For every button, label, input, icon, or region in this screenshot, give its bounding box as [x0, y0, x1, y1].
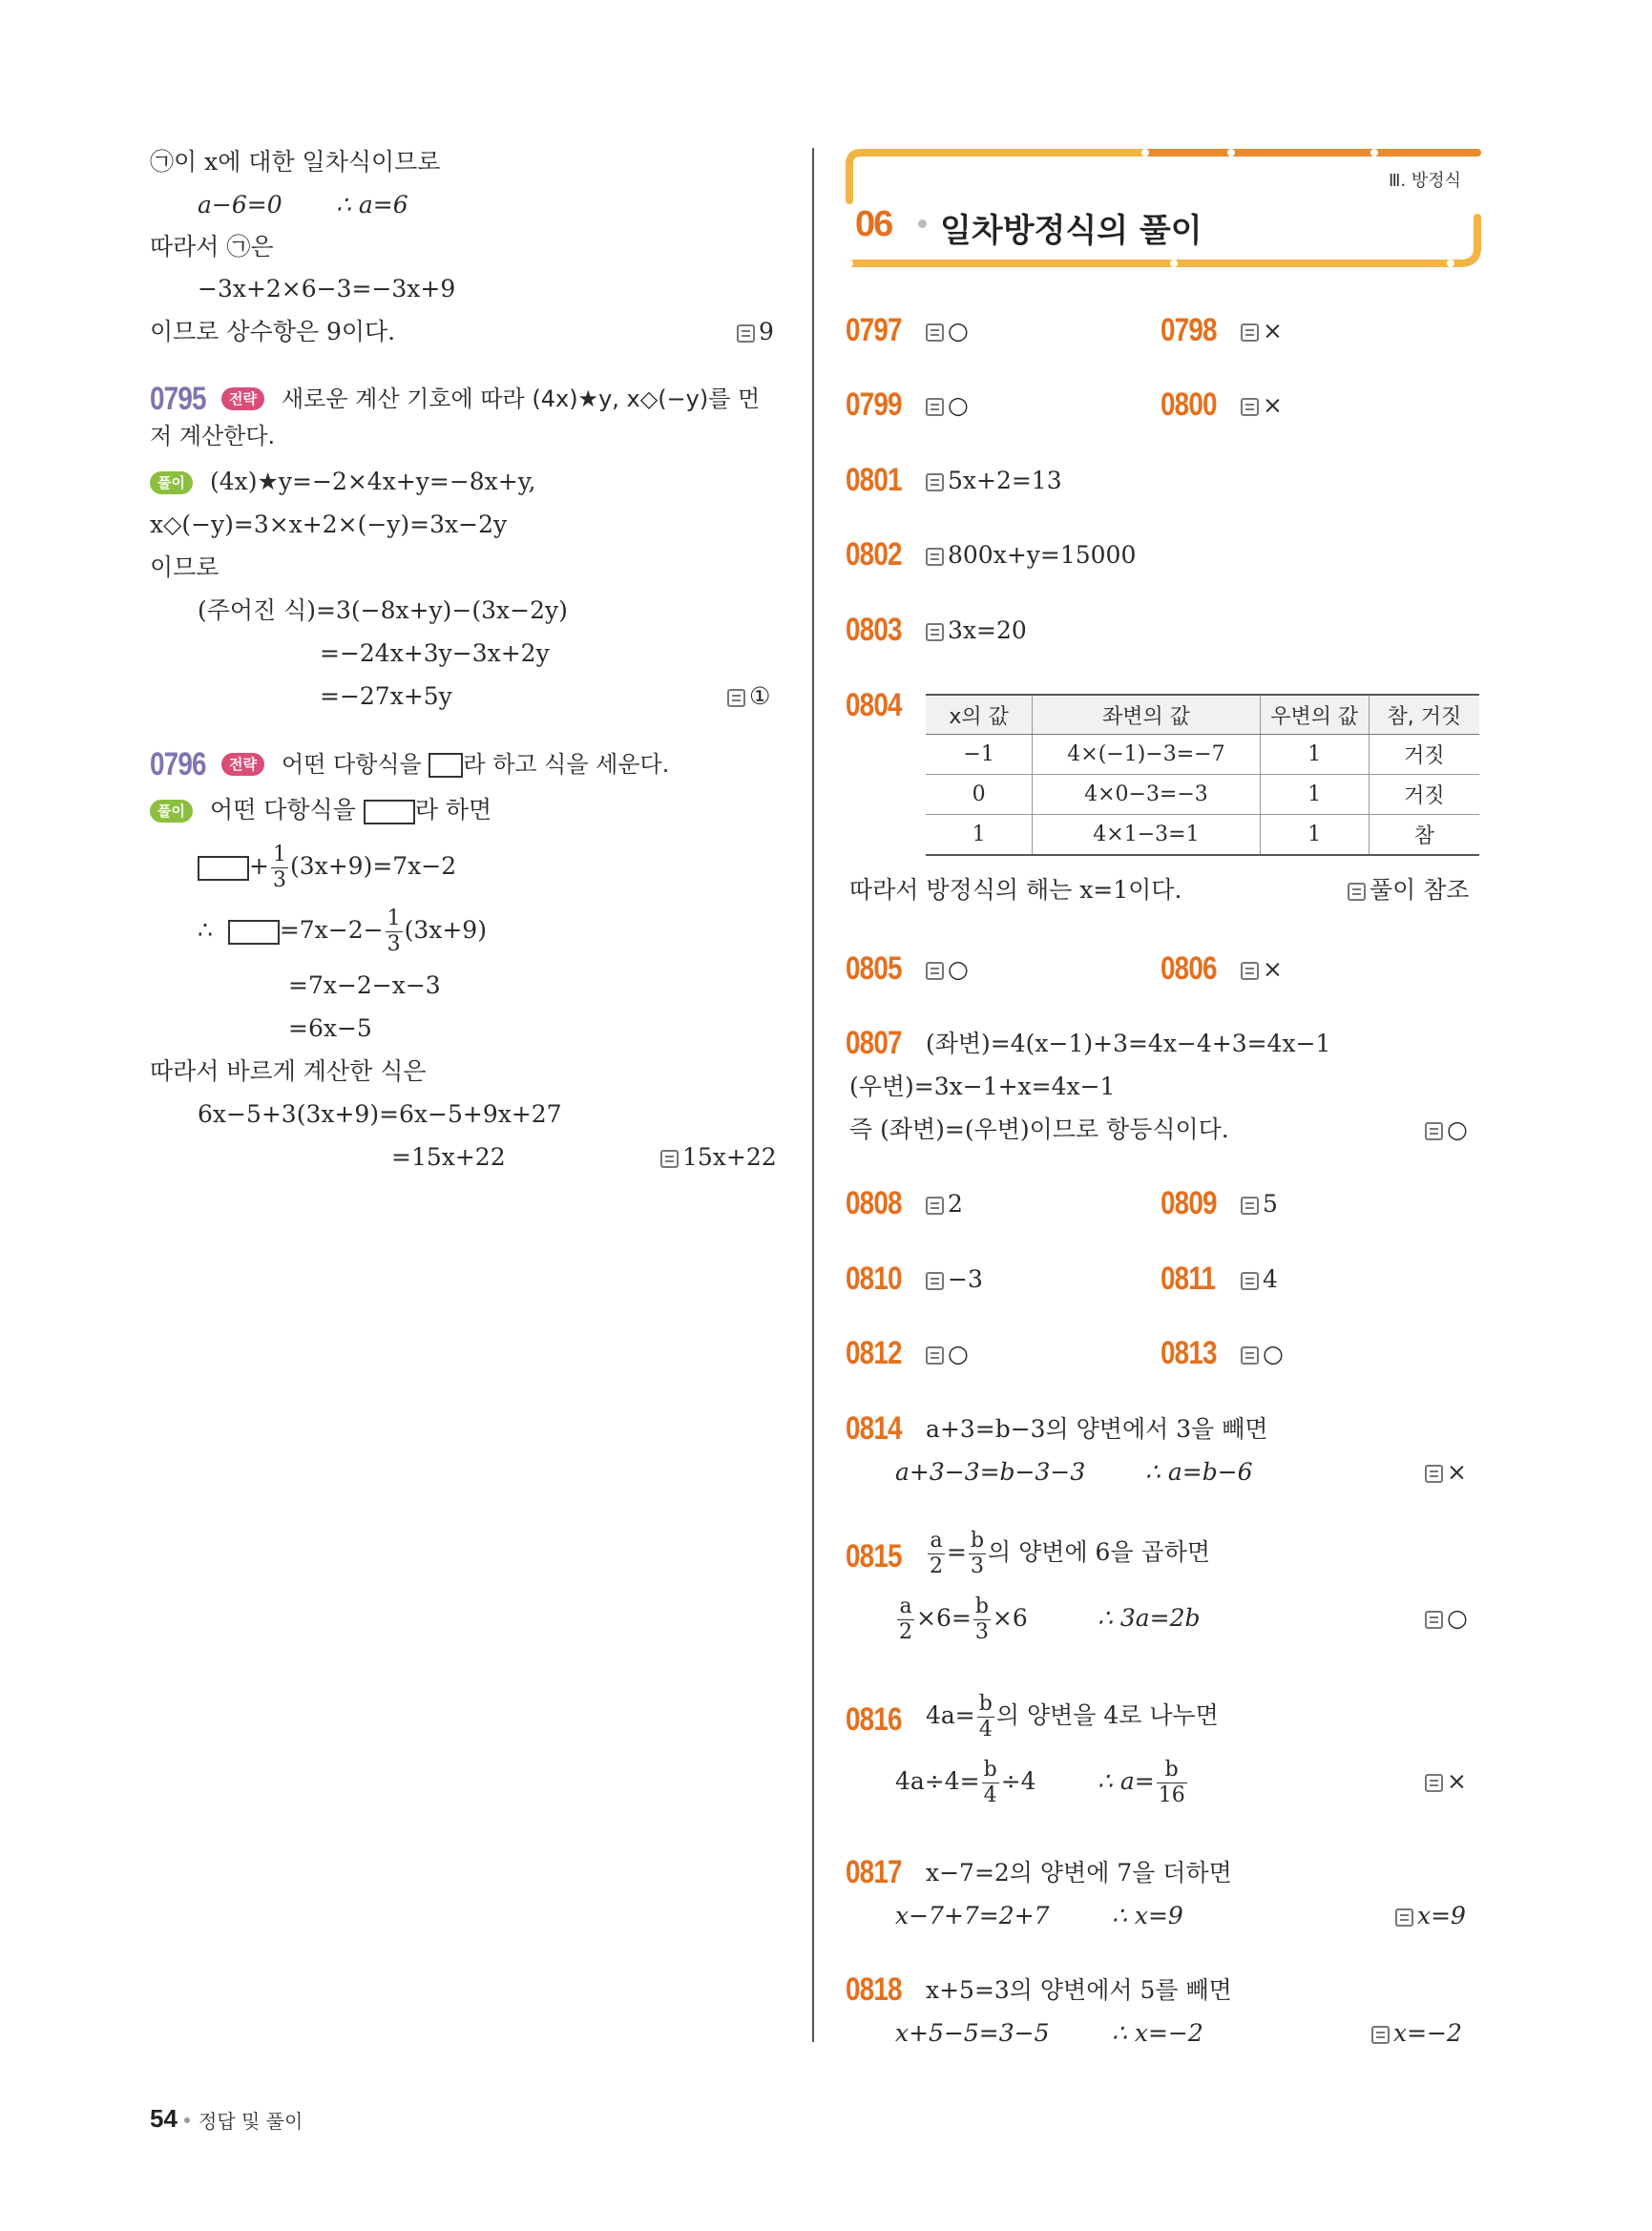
answer-icon	[1371, 2026, 1390, 2044]
problem-number: 0810	[846, 1261, 902, 1297]
answer: ○	[926, 317, 969, 345]
equation: 4a= $\frac{b}{4}$ 의 양변을 4로 나누면	[926, 1692, 1219, 1741]
table-cell: 4×0−3=−3	[1033, 775, 1260, 815]
problem-number: 0798	[1161, 312, 1217, 348]
table-cell: 1	[926, 815, 1033, 856]
problem-number: 0815	[846, 1538, 902, 1574]
problem-number: 0816	[846, 1701, 902, 1738]
solution-badge: 풀이	[150, 471, 193, 494]
table-row	[926, 735, 1479, 775]
equation: 6x−5+3(3x+9)=6x−5+9x+27	[198, 1100, 562, 1128]
problem-number: 0817	[846, 1854, 902, 1890]
strategy-text: 저 계산한다.	[150, 423, 276, 449]
equation: ∴ x=−2	[1112, 2019, 1203, 2047]
solution-badge: 풀이	[150, 800, 193, 823]
answer: x=9	[1395, 1902, 1466, 1930]
answer-icon	[926, 962, 944, 980]
equation: (좌변)=4(x−1)+3=4x−4+3=4x−1	[926, 1030, 1331, 1057]
problem-number: 0803	[846, 612, 902, 648]
answer: 2	[926, 1190, 963, 1219]
section-title: 일차방정식의 풀이	[940, 212, 1202, 250]
answer: 풀이 참조	[1348, 876, 1470, 905]
answer: 5	[1241, 1190, 1278, 1219]
chapter-label: Ⅲ. 방정식	[1389, 171, 1462, 191]
answer: ○	[926, 955, 969, 984]
text-line: 이므로	[150, 553, 220, 581]
problem-number: 0812	[846, 1335, 902, 1371]
blank-box	[364, 800, 415, 824]
answer-icon	[1348, 883, 1366, 901]
answer-icon	[1241, 962, 1259, 980]
equation: ∴ a=b−6	[1145, 1458, 1253, 1486]
problem-number: 0809	[1161, 1185, 1217, 1221]
table-cell: 거짓	[1369, 775, 1479, 815]
answer-icon	[926, 398, 944, 416]
fraction: $\frac{b}{4}$	[983, 1758, 997, 1807]
answer-icon	[660, 1150, 679, 1168]
answer: 3x=20	[926, 616, 1027, 645]
answer-icon	[926, 1197, 944, 1215]
strategy-badge: 전략	[221, 387, 264, 410]
answer: ○	[926, 1340, 969, 1368]
blank-box	[429, 753, 463, 778]
equation: (우변)=3x−1+x=4x−1	[849, 1073, 1116, 1100]
equation: =6x−5	[288, 1014, 372, 1042]
page-number: 54	[150, 2104, 178, 2133]
answer-icon	[1425, 1611, 1443, 1629]
footer-label: 정답 및 풀이	[199, 2110, 303, 2133]
problem-number: 0807	[846, 1025, 902, 1061]
answer: −3	[926, 1265, 983, 1294]
fraction: $\frac{1}{3}$	[272, 843, 286, 892]
equation: x◇(−y)=3×x+2×(−y)=3x−2y	[150, 511, 508, 538]
answer-icon	[926, 548, 944, 566]
answer-icon	[1425, 1122, 1443, 1140]
answer-icon	[926, 1272, 944, 1290]
table-cell: 4×1−3=1	[1033, 815, 1260, 856]
answer: 800x+y=15000	[926, 541, 1136, 570]
answer-icon	[926, 323, 944, 342]
truth-table	[926, 694, 1479, 856]
equation: ∴ a= $\frac{b}{16}$	[1098, 1758, 1185, 1807]
strategy-text: 새로운 계산 기호에 따라 (4x)★y, x◇(−y)를 먼	[282, 386, 761, 412]
text-line: ㉠이 x에 대한 일차식이므로	[150, 148, 441, 176]
fraction: $\frac{1}{3}$	[387, 907, 401, 956]
answer-icon	[1241, 323, 1259, 342]
equation: $\frac{a}{2}$ ×6= $\frac{b}{3}$ ×6	[899, 1595, 1028, 1644]
column-divider	[812, 148, 814, 2042]
problem-number: 0800	[1161, 386, 1217, 423]
problem-number: 0806	[1161, 950, 1217, 987]
table-row	[926, 815, 1479, 856]
fraction: $\frac{b}{3}$	[970, 1529, 985, 1578]
answer: ○	[1241, 1340, 1284, 1368]
table-cell: 1	[1260, 735, 1369, 775]
table-header: 참, 거짓	[1369, 695, 1479, 735]
answer: ○	[1425, 1116, 1468, 1144]
answer: ○	[1425, 1604, 1468, 1633]
problem-number: 0795	[150, 381, 206, 417]
problem-number: 0813	[1161, 1335, 1217, 1371]
equation: (주어진 식)=3(−8x+y)−(3x−2y)	[198, 596, 568, 624]
answer: ×	[1425, 1767, 1467, 1796]
answer-icon	[926, 623, 944, 641]
answer-icon	[1241, 1272, 1259, 1290]
problem-number: 0805	[846, 950, 902, 987]
equation: + $\frac{1}{3}$ (3x+9)=7x−2	[198, 843, 456, 891]
fraction: $\frac{a}{2}$	[930, 1529, 943, 1578]
problem-number: 0808	[846, 1185, 902, 1221]
equation: =−27x+5y	[320, 682, 452, 710]
answer: ×	[1241, 317, 1283, 345]
equation: x+5−5=3−5	[895, 2019, 1050, 2047]
fraction: $\frac{b}{3}$	[974, 1595, 989, 1644]
text-line: a+3=b−3의 양변에서 3을 빼면	[926, 1415, 1268, 1443]
table-cell: 1	[1260, 815, 1369, 856]
problem-number: 0797	[846, 312, 902, 348]
answer-icon	[1425, 1465, 1443, 1483]
equation: ∴ =7x−2− $\frac{1}{3}$ (3x+9)	[198, 907, 487, 956]
problem-number: 0814	[846, 1410, 902, 1447]
blank-box	[228, 920, 280, 945]
table-header: 좌변의 값	[1033, 695, 1260, 735]
fraction: $\frac{a}{2}$	[899, 1595, 912, 1644]
table-cell: 4×(−1)−3=−7	[1033, 735, 1260, 775]
answer: 5x+2=13	[926, 467, 1062, 495]
table-cell: −1	[926, 735, 1033, 775]
answer-icon	[926, 473, 944, 491]
fraction: $\frac{b}{4}$	[978, 1692, 993, 1741]
answer: ×	[1425, 1458, 1467, 1487]
text-line: 따라서 바르게 계산한 식은	[150, 1057, 427, 1085]
problem-number: 0799	[846, 386, 902, 423]
equation: a−6=0	[198, 191, 282, 219]
text-line: 따라서 방정식의 해는 x=1이다.	[849, 876, 1182, 904]
equation: 4a÷4= $\frac{b}{4}$ ÷4	[895, 1758, 1036, 1807]
strategy-text: 어떤 다항식을 라 하고 식을 세운다.	[282, 751, 670, 778]
table-header: x의 값	[926, 695, 1033, 735]
footer-dot	[184, 2117, 190, 2123]
strategy-badge: 전략	[221, 753, 264, 776]
text-line: 따라서 ㉠은	[150, 233, 274, 261]
answer-icon	[926, 1346, 944, 1365]
text-line: 즉 (좌변)=(우변)이므로 항등식이다.	[849, 1116, 1229, 1143]
answer-icon	[1241, 1346, 1259, 1365]
problem-number: 0801	[846, 462, 902, 498]
answer-icon	[737, 324, 755, 343]
table-cell: 0	[926, 775, 1033, 815]
problem-number: 0804	[846, 687, 902, 723]
answer: ×	[1241, 391, 1283, 420]
section-number: 06	[855, 204, 892, 244]
blank-box	[198, 856, 249, 881]
fraction: $\frac{b}{16}$	[1158, 1758, 1185, 1807]
answer: 15x+22	[660, 1143, 777, 1172]
text-line: 이므로 상수항은 9이다.	[150, 318, 396, 345]
text-line: 어떤 다항식을 라 하면	[210, 796, 492, 824]
equation: −3x+2×6−3=−3x+9	[198, 275, 456, 302]
table-row	[926, 775, 1479, 815]
answer-icon	[1241, 1197, 1259, 1215]
equation: =−24x+3y−3x+2y	[320, 639, 550, 667]
problem-number: 0811	[1161, 1261, 1216, 1297]
table-cell: 거짓	[1369, 735, 1479, 775]
answer: 4	[1241, 1265, 1278, 1294]
equation: =15x+22	[391, 1143, 506, 1171]
equation: ∴ x=9	[1112, 1902, 1183, 1929]
equation: =7x−2−x−3	[288, 971, 441, 999]
bullet-dot	[918, 219, 927, 228]
answer: ①	[727, 682, 770, 711]
table-header: 우변의 값	[1260, 695, 1369, 735]
text-line: x−7=2의 양변에 7을 더하면	[926, 1859, 1232, 1887]
answer: ×	[1241, 955, 1283, 984]
answer: x=−2	[1371, 2019, 1462, 2048]
equation: ∴ 3a=2b	[1098, 1604, 1201, 1632]
equation: $\frac{a}{2}$ = $\frac{b}{3}$ 의 양변에 6을 곱하면	[930, 1529, 1210, 1578]
table-cell: 참	[1369, 815, 1479, 856]
answer-icon	[1395, 1908, 1413, 1927]
answer-icon	[1241, 398, 1259, 416]
table-cell: 1	[1260, 775, 1369, 815]
equation: a+3−3=b−3−3	[895, 1458, 1086, 1486]
equation: ∴ a=6	[336, 191, 408, 219]
problem-number: 0796	[150, 746, 206, 782]
equation: (4x)★y=−2×4x+y=−8x+y,	[210, 468, 536, 495]
answer-icon	[727, 689, 745, 707]
problem-number: 0802	[846, 536, 902, 573]
equation: x−7+7=2+7	[895, 1902, 1050, 1929]
text-line: x+5=3의 양변에서 5를 빼면	[926, 1976, 1232, 2004]
answer-icon	[1425, 1774, 1443, 1792]
answer: 9	[737, 318, 774, 346]
answer: ○	[926, 391, 969, 420]
problem-number: 0818	[846, 1971, 902, 2008]
